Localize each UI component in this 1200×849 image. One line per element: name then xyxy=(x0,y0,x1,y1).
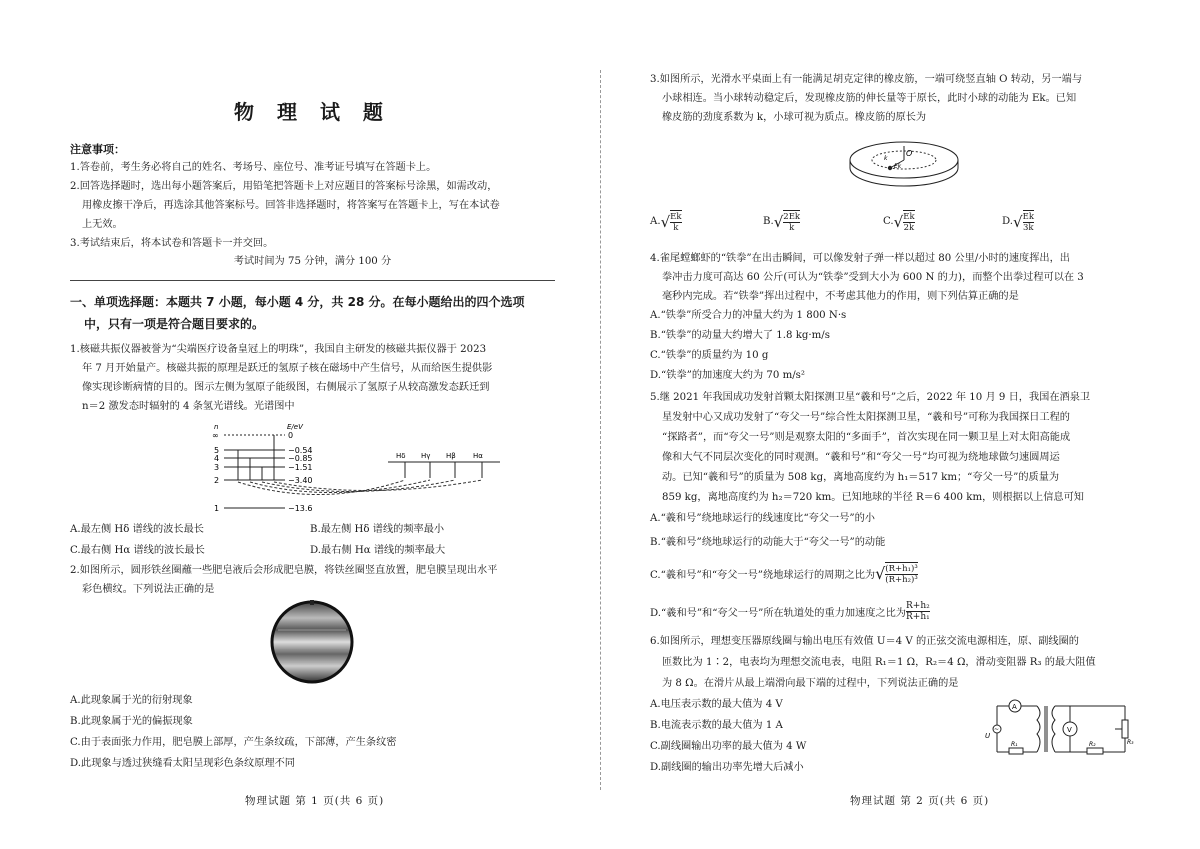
note-item: 上无效。 xyxy=(82,219,123,230)
soap-film-photo xyxy=(270,600,354,684)
q6-option-d: D.副线圈的输出功率先增大后减小 xyxy=(650,762,804,773)
level-n: 4 xyxy=(214,454,220,463)
option-letter: A. xyxy=(650,216,661,227)
q4-text: 毫秒内完成。若“铁拳”挥出过程中，不考虑其他力的作用，则下列估算正确的是 xyxy=(662,291,1019,302)
level-e: −0.54 xyxy=(288,446,313,455)
spectral-line-label: Hγ xyxy=(421,452,431,460)
sqrt-icon: √ xyxy=(875,564,886,583)
notes-heading: 注意事项： xyxy=(70,143,125,156)
q2-option-a: A.此现象属于光的衍射现象 xyxy=(70,695,193,706)
q5-text: 像和大气不同层次变化的同时观测。“羲和号”和“夸父一号”均可视为绕地球做匀速圆周运 xyxy=(662,452,1060,463)
level-e: 0 xyxy=(288,431,294,440)
q1-option-b: B.最左侧 Hδ 谱线的频率最小 xyxy=(310,524,445,535)
q2-option-c: C.由于表面张力作用，肥皂膜上部厚，产生条纹疏，下部薄，产生条纹密 xyxy=(70,737,397,748)
ammeter-label: A xyxy=(1012,703,1017,711)
q4-option-a: A.“铁拳”所受合力的冲量大约为 1 800 N·s xyxy=(650,310,847,321)
voltmeter-label: V xyxy=(1067,726,1072,734)
q1-option-c: C.最右侧 Hα 谱线的波长最长 xyxy=(70,545,205,556)
spectral-line-label: Hβ xyxy=(446,452,456,460)
q1-option-d: D.最右侧 Hα 谱线的频率最大 xyxy=(310,545,446,556)
energy-axis-label: E/eV xyxy=(287,423,303,431)
fraction-numerator: Ek xyxy=(670,212,682,222)
level-n: 3 xyxy=(214,463,220,472)
spectral-line-label: Hδ xyxy=(396,452,406,460)
q6-text: 为 8 Ω。在滑片从最上端滑向最下端的过程中，下列说法正确的是 xyxy=(662,678,959,689)
level-n: 2 xyxy=(214,476,220,485)
spring-constant-label: k xyxy=(884,155,888,162)
fraction-denominator: k xyxy=(789,223,795,233)
q3-text: 橡皮筋的劲度系数为 k，小球可视为质点。橡皮筋的原长为 xyxy=(662,112,927,123)
q3-option-c xyxy=(883,210,915,233)
wave-icon: ~ xyxy=(994,726,1000,733)
level-e: −3.40 xyxy=(288,476,313,485)
level-n: ∞ xyxy=(212,431,219,440)
level-n: 1 xyxy=(214,504,220,513)
q6-text: 6.如图所示，理想变压器原线圈与输出电压有效值 U＝4 V 的正弦交流电源相连，原、副线圈的 xyxy=(650,636,1079,647)
q2-option-d: D.此现象与透过狭缝看太阳呈现彩色条纹原理不同 xyxy=(70,758,295,769)
footer-page-2: 物理试题 第 2 页(共 6 页) xyxy=(850,795,990,807)
fraction-denominator: (R+h₂)³ xyxy=(885,575,918,585)
q5-option-c xyxy=(650,562,918,585)
q6-option-b: B.电流表示数的最大值为 1 A xyxy=(650,720,783,731)
q5-text: 动。已知“羲和号”的质量为 508 kg，离地高度约为 h₁＝517 km；“夸父一号”的质量为 xyxy=(662,472,1060,483)
fraction-denominator: k xyxy=(673,223,679,233)
r3-label: R₃ xyxy=(1127,739,1134,746)
q5-option-a: A.“羲和号”绕地球运行的线速度比“夸父一号”的小 xyxy=(650,513,875,524)
time-score: 考试时间为 75 分钟，满分 100 分 xyxy=(233,256,392,267)
fraction-numerator: (R+h₁)³ xyxy=(885,564,918,574)
page-divider xyxy=(600,70,601,790)
spectral-line-label: Hα xyxy=(473,452,483,460)
fraction-numerator: R+h₂ xyxy=(906,601,930,611)
level-e: −13.6 xyxy=(288,504,313,513)
r1-label: R₁ xyxy=(1011,741,1018,748)
option-letter: B. xyxy=(763,216,774,227)
separator xyxy=(70,280,555,281)
level-e: −1.51 xyxy=(288,463,313,472)
q1-text: 像实现诊断病情的目的。图示左侧为氢原子能级图，右侧展示了氢原子从较高激发态跃迁到 xyxy=(82,382,490,393)
q1-option-a: A.最左侧 Hδ 谱线的波长最长 xyxy=(70,524,204,535)
section-heading: 一、单项选择题：本题共 7 小题，每小题 4 分，共 28 分。在每小题给出的四个选项 xyxy=(70,295,525,309)
option-letter: C. xyxy=(883,216,894,227)
note-item: 用橡皮擦干净后，再选涂其他答案标号。回答非选择题时，将答案写在答题卡上，写在本试卷 xyxy=(82,200,500,211)
option-d-text: D.“羲和号”和“夸父一号”所在轨道处的重力加速度之比为 xyxy=(650,608,906,619)
option-letter: D. xyxy=(1002,216,1014,227)
q5-text: 5.继 2021 年我国成功发射首颗太阳探测卫星“羲和号”之后，2022 年 10 月 9 日，我国在酒泉卫 xyxy=(650,392,1091,403)
sqrt-icon: √ xyxy=(773,212,784,231)
fraction-denominator: R+h₁ xyxy=(906,612,930,622)
sqrt-icon: √ xyxy=(1013,212,1023,231)
fraction-numerator: 2Ek xyxy=(783,212,801,222)
q5-text: “探路者”，而“夸父一号”则是观察太阳的“多面手”，首次实现在同一颗卫星上对太阳高能成 xyxy=(662,432,1071,443)
fraction-denominator: 2k xyxy=(903,223,915,233)
right-page xyxy=(650,0,1140,849)
q3-option-a xyxy=(650,210,682,233)
source-u-label: U xyxy=(985,732,991,740)
q1-text: 年 7 月开始量产。核磁共振的原理是跃迁的氢原子核在磁场中产生信号，从而给医生提供影 xyxy=(82,363,493,374)
q2-option-b: B.此现象属于光的偏振现象 xyxy=(70,716,193,727)
fraction-denominator: 3k xyxy=(1023,223,1034,233)
page-title: 物 理 试 题 xyxy=(234,100,391,124)
kinetic-energy-label: Ek xyxy=(894,163,902,170)
q5-text: 859 kg，离地高度约为 h₂＝720 km。已知地球的半径 R＝6 400 km，则根据以上信息可知 xyxy=(662,492,1084,503)
fraction-numerator: Ek xyxy=(903,212,915,222)
q5-option-b: B.“羲和号”绕地球运行的动能大于“夸父一号”的动能 xyxy=(650,537,886,548)
q4-option-d: D.“铁拳”的加速度大约为 70 m/s² xyxy=(650,370,805,381)
rubber-band-table-figure xyxy=(848,138,960,188)
q4-text: 4.雀尾螳螂虾的“铁拳”在出击瞬间，可以像发射子弹一样以超过 80 公里/小时的速度挥出，出 xyxy=(650,253,1070,264)
q1-text: n＝2 激发态时辐射的 4 条氢光谱线。光谱图中 xyxy=(82,401,295,412)
level-n: 5 xyxy=(214,446,220,455)
transformer-circuit-figure xyxy=(985,698,1135,764)
q4-text: 拳冲击力度可高达 60 公斤(可认为“铁拳”受到大小为 600 N 的力)，而整个出拳过程可以在 3 xyxy=(662,272,1084,283)
q3-option-b xyxy=(763,210,800,233)
q2-text: 彩色横纹。下列说法正确的是 xyxy=(82,584,215,595)
level-e: −0.85 xyxy=(288,454,313,463)
q3-text: 3.如图所示，光滑水平桌面上有一能满足胡克定律的橡皮筋，一端可绕竖直轴 O 转动，另一端与 xyxy=(650,74,1083,85)
energy-level-diagram xyxy=(210,420,500,518)
q4-option-b: B.“铁拳”的动量大约增大了 1.8 kg·m/s xyxy=(650,330,830,341)
fraction-numerator: Ek xyxy=(1022,212,1034,222)
sqrt-icon: √ xyxy=(893,212,904,231)
left-page xyxy=(70,0,555,849)
n-axis-label: n xyxy=(214,423,219,431)
q6-option-a: A.电压表示数的最大值为 4 V xyxy=(650,699,783,710)
option-c-text: C.“羲和号”和“夸父一号”绕地球运行的周期之比为 xyxy=(650,570,876,581)
section-heading-cont: 中，只有一项是符合题目要求的。 xyxy=(84,317,265,331)
q6-text: 匝数比为 1∶2，电表均为理想交流电表，电阻 R₁＝1 Ω，R₂＝4 Ω，滑动变阻器 R₃ 的最大阻值 xyxy=(662,657,1096,668)
sqrt-icon: √ xyxy=(660,212,671,231)
q4-option-c: C.“铁拳”的质量约为 10 g xyxy=(650,350,769,361)
q5-text: 星发射中心又成功发射了“夸父一号”综合性太阳探测卫星，“羲和号”可称为我国探日工程的 xyxy=(662,412,1070,423)
q5-option-d xyxy=(650,601,930,622)
q3-option-d xyxy=(1002,210,1034,233)
q3-text: 小球相连。当小球转动稳定后，发现橡皮筋的伸长量等于原长，此时小球的动能为 Ek。已知 xyxy=(662,93,1077,104)
axis-o-label: O xyxy=(906,149,913,158)
r2-label: R₂ xyxy=(1089,741,1096,748)
note-item: 3.考试结束后，将本试卷和答题卡一并交回。 xyxy=(70,238,274,249)
q1-text: 1.核磁共振仪器被誉为“尖端医疗设备皇冠上的明珠”，我国自主研发的核磁共振仪器于 2023 xyxy=(70,344,487,355)
note-item: 1.答卷前，考生务必将自己的姓名、考场号、座位号、准考证号填写在答题卡上。 xyxy=(70,162,437,173)
footer-page-1: 物理试题 第 1 页(共 6 页) xyxy=(245,795,385,807)
note-item: 2.回答选择题时，选出每小题答案后，用铅笔把答题卡上对应题目的答案标号涂黑，如需改动， xyxy=(70,181,498,192)
q6-option-c: C.副线圈输出功率的最大值为 4 W xyxy=(650,741,807,752)
q2-text: 2.如图所示，圆形铁丝圈蘸一些肥皂液后会形成肥皂膜，将铁丝圈竖直放置，肥皂膜呈现出水平 xyxy=(70,565,498,576)
